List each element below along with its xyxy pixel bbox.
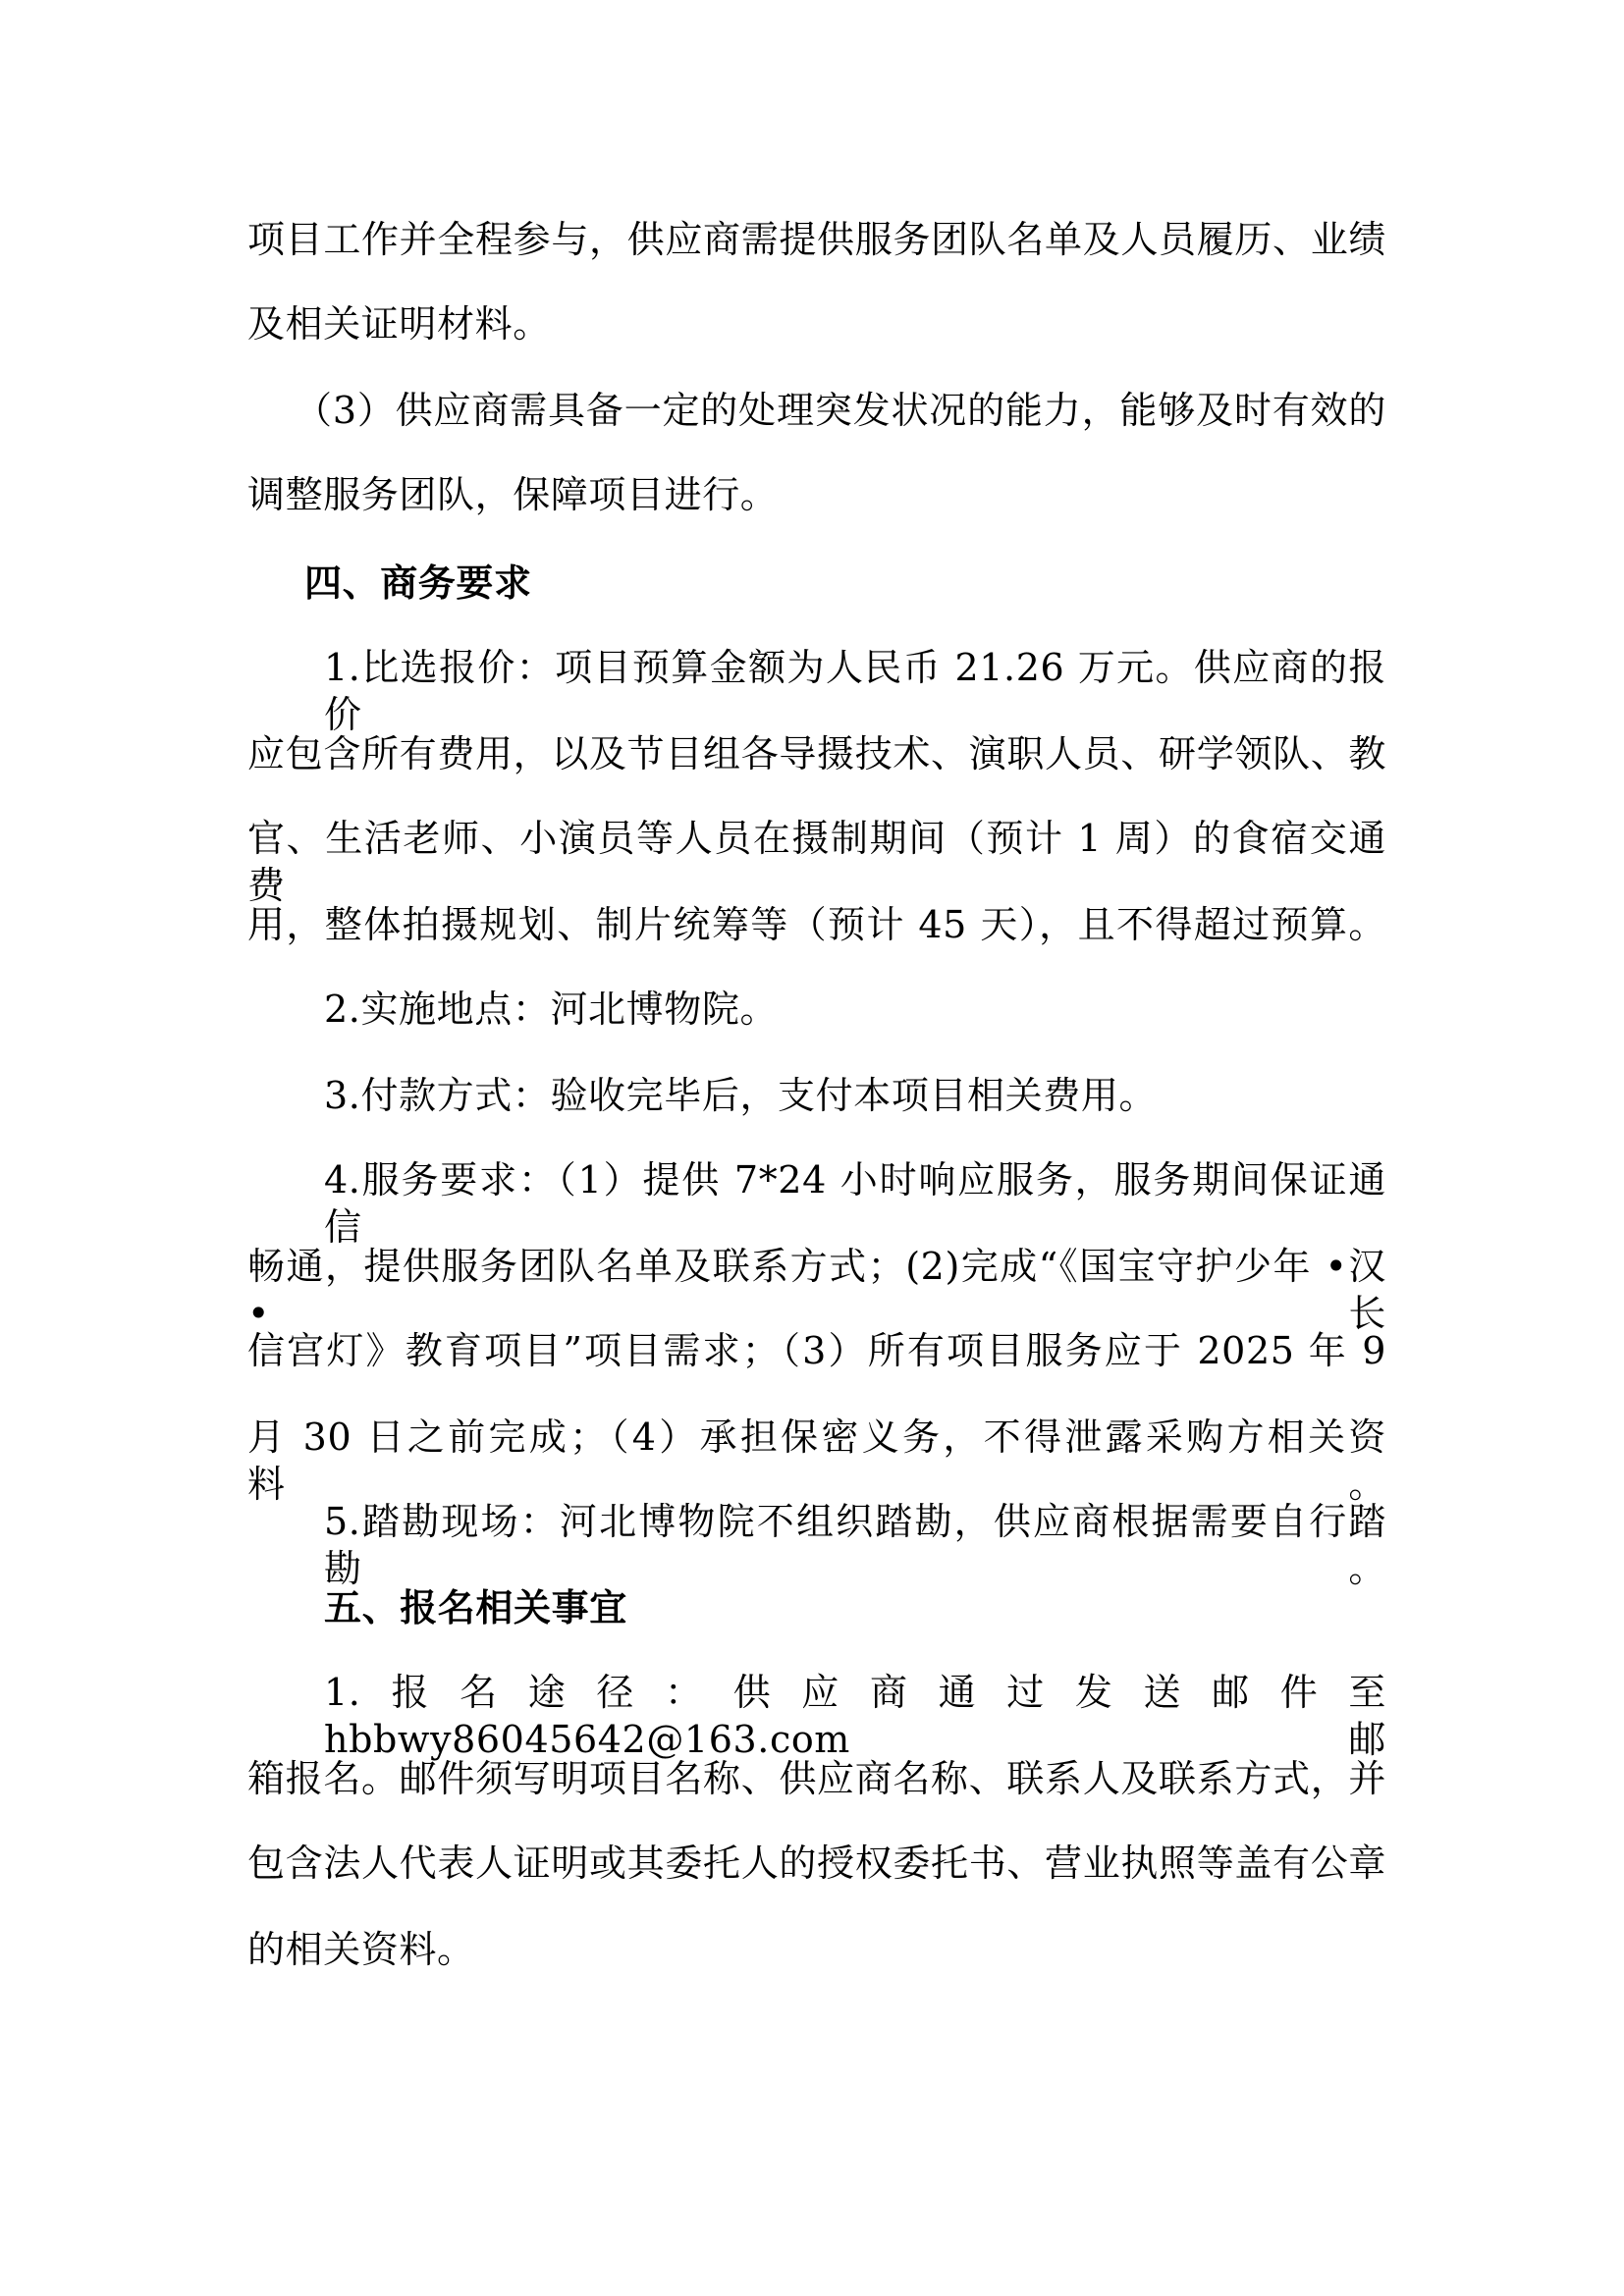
paragraph-line: 月 30 日之前完成；（4）承担保密义务，不得泄露采购方相关资料。 (247, 1415, 1386, 1506)
section-heading-business-requirements: 四、商务要求 (304, 561, 532, 605)
paragraph-line: 包含法人代表人证明或其委托人的授权委托书、营业执照等盖有公章 (247, 1842, 1386, 1885)
paragraph-line: 用，整体拍摄规划、制片统筹等（预计 45 天），且不得超过预算。 (247, 903, 1386, 946)
paragraph-line: 4.服务要求：（1）提供 7*24 小时响应服务，服务期间保证通信 (324, 1158, 1386, 1249)
paragraph-line: 畅通，提供服务团队名单及联系方式；(2)完成“《国宝守护少年 •汉 •长 (247, 1245, 1386, 1335)
paragraph-line: 2.实施地点：河北博物院。 (324, 988, 779, 1031)
paragraph-line: 项目工作并全程参与，供应商需提供服务团队名单及人员履历、业绩 (247, 218, 1386, 261)
paragraph-line: 5.踏勘现场：河北博物院不组织踏勘，供应商根据需要自行踏勘。 (324, 1500, 1386, 1590)
paragraph-line: 应包含所有费用，以及节目组各导摄技术、演职人员、研学领队、教 (247, 732, 1386, 775)
paragraph-line: 1.比选报价：项目预算金额为人民币 21.26 万元。供应商的报价 (324, 646, 1386, 736)
paragraph-line: 调整服务团队，保障项目进行。 (247, 473, 779, 516)
paragraph-line: 及相关证明材料。 (247, 302, 551, 346)
paragraph-line: 3.付款方式：验收完毕后，支付本项目相关费用。 (324, 1074, 1158, 1117)
paragraph-line: （3）供应商需具备一定的处理突发状况的能力，能够及时有效的 (295, 389, 1386, 432)
paragraph-line: 箱报名。邮件须写明项目名称、供应商名称、联系人及联系方式，并 (247, 1757, 1386, 1800)
paragraph-line: 的相关资料。 (247, 1928, 475, 1971)
paragraph-line: 信宫灯》教育项目”项目需求；（3）所有项目服务应于 2025 年 9 (247, 1329, 1386, 1372)
paragraph-line: 官、生活老师、小演员等人员在摄制期间（预计 1 周）的食宿交通费 (247, 817, 1386, 907)
section-heading-registration: 五、报名相关事宜 (324, 1586, 627, 1629)
paragraph-line: 1.报名途径：供应商通过发送邮件至 hbbwy86045642@163.com 邮 (324, 1671, 1386, 1761)
